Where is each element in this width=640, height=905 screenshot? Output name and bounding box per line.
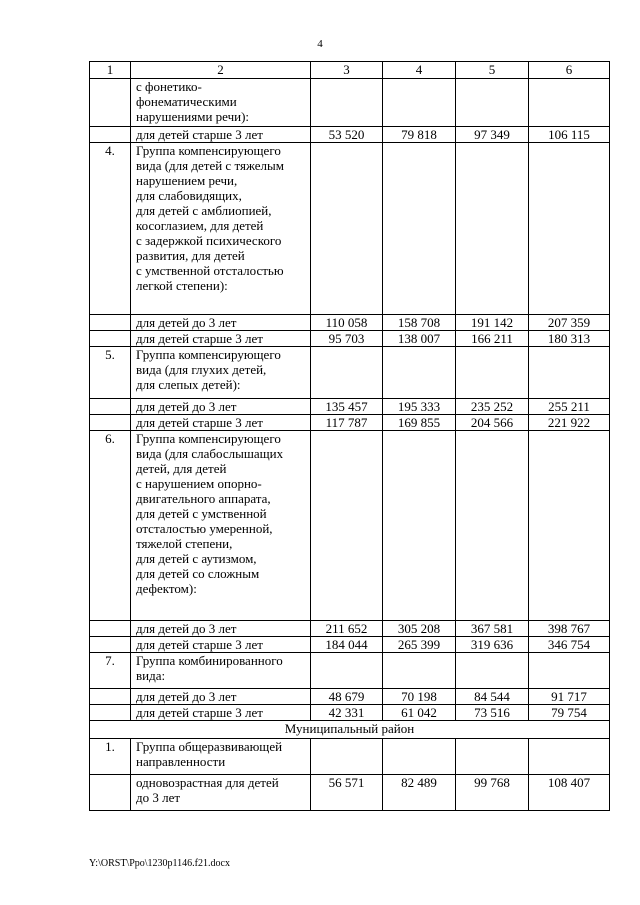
value-row	[90, 705, 610, 721]
value-cell: 180 313	[529, 331, 610, 347]
group-row	[90, 653, 610, 689]
group-description: Группа компенсирующего вида (для глухих детей, для слепых детей):	[131, 347, 311, 399]
age-category: одновозрастная для детей до 3 лет	[131, 775, 311, 811]
age-category: для детей старше 3 лет	[131, 331, 311, 347]
value-cell: 99 768	[456, 775, 529, 811]
value-cell: 169 855	[383, 415, 456, 431]
column-header: 4	[383, 62, 456, 79]
empty-cell	[90, 705, 131, 721]
section-row	[90, 721, 610, 739]
group-description: Группа общеразвивающей направленности	[131, 739, 311, 775]
value-cell: 195 333	[383, 399, 456, 415]
row-number: 5.	[90, 347, 131, 399]
age-category: для детей до 3 лет	[131, 621, 311, 637]
group-description: Группа комбинированного вида:	[131, 653, 311, 689]
value-cell: 166 211	[456, 331, 529, 347]
empty-cell	[311, 143, 383, 315]
value-cell: 82 489	[383, 775, 456, 811]
value-row	[90, 399, 610, 415]
tariff-table	[89, 61, 610, 811]
empty-cell	[383, 653, 456, 689]
empty-cell	[456, 79, 529, 127]
age-category: для детей до 3 лет	[131, 399, 311, 415]
empty-cell	[383, 431, 456, 621]
group-row	[90, 143, 610, 315]
value-cell: 110 058	[311, 315, 383, 331]
column-header: 1	[90, 62, 131, 79]
value-cell: 53 520	[311, 127, 383, 143]
value-row	[90, 315, 610, 331]
value-cell: 135 457	[311, 399, 383, 415]
value-cell: 73 516	[456, 705, 529, 721]
value-cell: 367 581	[456, 621, 529, 637]
column-header: 2	[131, 62, 311, 79]
empty-cell	[529, 653, 610, 689]
empty-cell	[529, 143, 610, 315]
empty-cell	[90, 637, 131, 653]
row-number	[90, 79, 131, 127]
empty-cell	[311, 79, 383, 127]
age-category: для детей старше 3 лет	[131, 415, 311, 431]
empty-cell	[383, 739, 456, 775]
group-row	[90, 739, 610, 775]
group-row	[90, 79, 610, 127]
empty-cell	[90, 399, 131, 415]
age-category: для детей старше 3 лет	[131, 127, 311, 143]
empty-cell	[529, 431, 610, 621]
value-cell: 221 922	[529, 415, 610, 431]
empty-cell	[90, 415, 131, 431]
row-number: 6.	[90, 431, 131, 621]
empty-cell	[383, 143, 456, 315]
group-description: с фонетико- фонематическими нарушениями речи):	[131, 79, 311, 127]
value-row	[90, 127, 610, 143]
empty-cell	[456, 653, 529, 689]
empty-cell	[90, 775, 131, 811]
empty-cell	[90, 621, 131, 637]
column-header: 6	[529, 62, 610, 79]
table-header-row	[90, 62, 610, 79]
value-cell: 61 042	[383, 705, 456, 721]
age-category: для детей старше 3 лет	[131, 705, 311, 721]
value-cell: 255 211	[529, 399, 610, 415]
value-cell: 117 787	[311, 415, 383, 431]
empty-cell	[529, 79, 610, 127]
value-cell: 138 007	[383, 331, 456, 347]
empty-cell	[529, 739, 610, 775]
value-cell: 346 754	[529, 637, 610, 653]
value-cell: 79 754	[529, 705, 610, 721]
empty-cell	[311, 739, 383, 775]
empty-cell	[311, 431, 383, 621]
empty-cell	[529, 347, 610, 399]
age-category: для детей до 3 лет	[131, 315, 311, 331]
empty-cell	[456, 431, 529, 621]
value-cell: 70 198	[383, 689, 456, 705]
file-path-footer: Y:\ORST\Ppo\1230p1146.f21.docx	[89, 858, 230, 869]
value-cell: 158 708	[383, 315, 456, 331]
column-header: 3	[311, 62, 383, 79]
row-number: 1.	[90, 739, 131, 775]
group-row	[90, 347, 610, 399]
empty-cell	[90, 689, 131, 705]
value-cell: 79 818	[383, 127, 456, 143]
value-row	[90, 415, 610, 431]
value-cell: 84 544	[456, 689, 529, 705]
row-number: 4.	[90, 143, 131, 315]
value-row	[90, 331, 610, 347]
value-row	[90, 775, 610, 811]
age-category: для детей старше 3 лет	[131, 637, 311, 653]
empty-cell	[456, 143, 529, 315]
age-category: для детей до 3 лет	[131, 689, 311, 705]
value-cell: 184 044	[311, 637, 383, 653]
empty-cell	[311, 653, 383, 689]
value-cell: 91 717	[529, 689, 610, 705]
empty-cell	[383, 347, 456, 399]
empty-cell	[90, 127, 131, 143]
empty-cell	[90, 331, 131, 347]
value-cell: 106 115	[529, 127, 610, 143]
empty-cell	[90, 315, 131, 331]
value-cell: 97 349	[456, 127, 529, 143]
value-cell: 191 142	[456, 315, 529, 331]
value-row	[90, 621, 610, 637]
value-cell: 204 566	[456, 415, 529, 431]
value-cell: 265 399	[383, 637, 456, 653]
section-title: Муниципальный район	[90, 721, 610, 739]
row-number: 7.	[90, 653, 131, 689]
value-cell: 235 252	[456, 399, 529, 415]
empty-cell	[383, 79, 456, 127]
value-cell: 305 208	[383, 621, 456, 637]
value-cell: 42 331	[311, 705, 383, 721]
value-row	[90, 689, 610, 705]
group-description: Группа компенсирующего вида (для детей с тяжелым нарушением речи, для слабовидящих, для детей с амблиопией, косоглазием, для детей с задержкой психического развития, для детей с умственной отсталостью легкой степени):	[131, 143, 311, 315]
page-number: 4	[317, 38, 323, 50]
value-cell: 207 359	[529, 315, 610, 331]
value-row	[90, 637, 610, 653]
value-cell: 95 703	[311, 331, 383, 347]
value-cell: 48 679	[311, 689, 383, 705]
value-cell: 211 652	[311, 621, 383, 637]
group-description: Группа компенсирующего вида (для слабослышащих детей, для детей с нарушением опорно- двигательного аппарата, для детей с умственной отсталостью умеренной, тяжелой степени, для детей с аутизмом, для детей со сложным дефектом):	[131, 431, 311, 621]
column-header: 5	[456, 62, 529, 79]
empty-cell	[456, 347, 529, 399]
empty-cell	[456, 739, 529, 775]
value-cell: 108 407	[529, 775, 610, 811]
value-cell: 56 571	[311, 775, 383, 811]
value-cell: 319 636	[456, 637, 529, 653]
group-row	[90, 431, 610, 621]
value-cell: 398 767	[529, 621, 610, 637]
empty-cell	[311, 347, 383, 399]
